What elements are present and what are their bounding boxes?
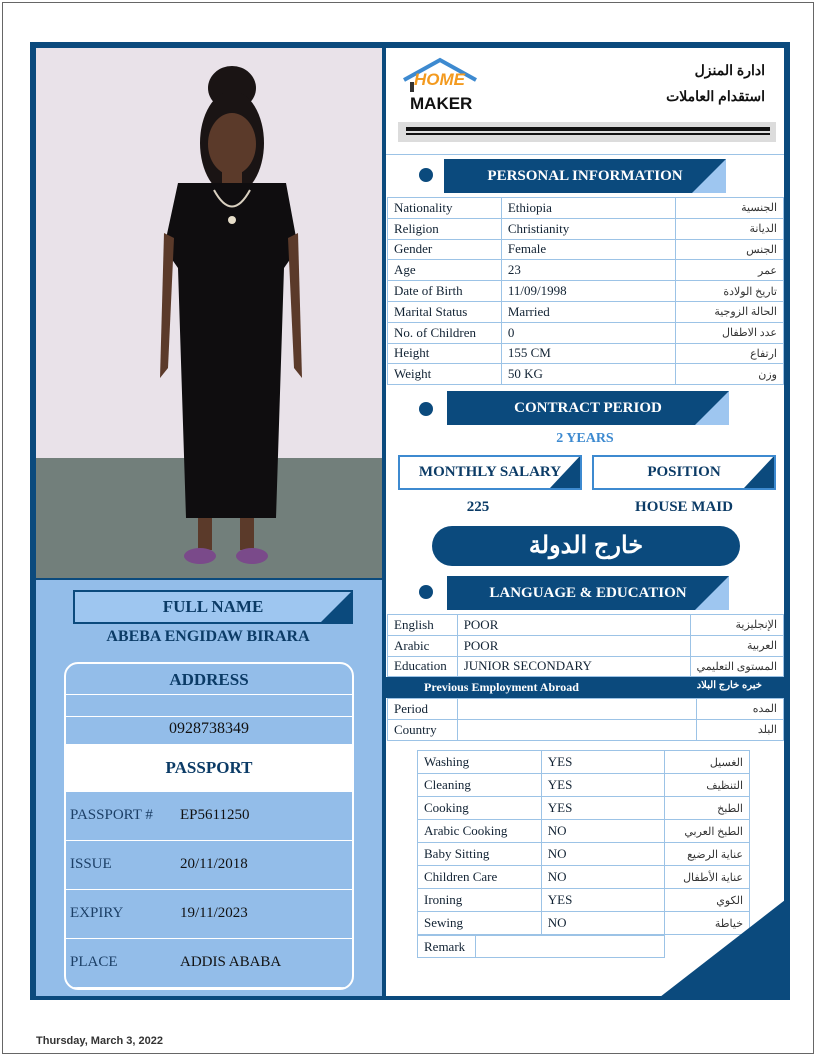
table-row <box>388 635 784 656</box>
row-arabic-label: الغسيل <box>665 751 750 774</box>
logo-arabic-2: استقدام العاملات <box>666 88 765 104</box>
divider <box>66 716 352 717</box>
corner-decoration <box>695 576 729 610</box>
row-label: Country <box>388 719 458 740</box>
position-header <box>592 455 776 490</box>
passport-row-value: ADDIS ABABA <box>180 954 282 970</box>
row-arabic-label: خياطة <box>665 912 750 935</box>
row-value: POOR <box>457 635 690 656</box>
row-value: JUNIOR SECONDARY <box>457 656 690 677</box>
row-label: No. of Children <box>388 322 502 343</box>
row-value: NO <box>541 866 664 889</box>
row-label: Arabic Cooking <box>418 820 542 843</box>
row-arabic-label: العربية <box>690 635 783 656</box>
table-row <box>388 218 784 239</box>
row-arabic-label: تاريخ الولادة <box>676 281 784 302</box>
language-title: LANGUAGE & EDUCATION <box>489 585 687 601</box>
passport-row-value: 19/11/2023 <box>180 905 248 921</box>
phone-number: 0928738349 <box>169 720 249 737</box>
row-value: 11/09/1998 <box>501 281 675 302</box>
passport-row-value: EP5611250 <box>180 807 250 823</box>
row-value: 0 <box>501 322 675 343</box>
personal-info-table <box>387 197 784 385</box>
row-label: English <box>388 615 458 636</box>
row-label: Date of Birth <box>388 281 502 302</box>
corner-decoration <box>321 592 351 622</box>
row-value <box>457 699 696 720</box>
table-row <box>418 866 750 889</box>
table-row <box>388 260 784 281</box>
row-arabic-label: الجنس <box>676 239 784 260</box>
row-value: Ethiopia <box>501 198 675 219</box>
row-value: YES <box>541 774 664 797</box>
abroad-banner: خارج الدولة <box>432 526 740 566</box>
row-arabic-label: التنظيف <box>665 774 750 797</box>
row-arabic-label: عناية الأطفال <box>665 866 750 889</box>
row-arabic-label: وزن <box>676 364 784 385</box>
row-value: NO <box>541 820 664 843</box>
contract-header <box>447 391 729 425</box>
passport-row-value: 20/11/2018 <box>180 856 248 872</box>
contract-period-value: 2 YEARS <box>556 431 614 446</box>
row-arabic-label: المده <box>697 699 784 720</box>
employment-table <box>387 698 784 741</box>
row-label: Ironing <box>418 889 542 912</box>
row-arabic-label: ارتفاع <box>676 343 784 364</box>
row-arabic-label: عمر <box>676 260 784 281</box>
divider <box>66 694 352 695</box>
full-name-header <box>73 590 353 624</box>
row-value: 50 KG <box>501 364 675 385</box>
logo-home: HOME <box>414 70 465 89</box>
employment-header <box>386 677 784 698</box>
corner-decoration <box>695 391 729 425</box>
row-value: 155 CM <box>501 343 675 364</box>
passport-row-label: PLACE <box>70 954 118 970</box>
corner-triangle-decoration <box>660 900 785 997</box>
passport-row <box>66 939 354 988</box>
row-value: Married <box>501 301 675 322</box>
table-row <box>418 797 750 820</box>
row-arabic-label: عدد الاطفال <box>676 322 784 343</box>
company-logo <box>400 56 480 118</box>
contract-title: CONTRACT PERIOD <box>514 400 662 416</box>
row-value: YES <box>541 797 664 820</box>
row-arabic-label: الديانة <box>676 218 784 239</box>
table-row <box>388 656 784 677</box>
table-row <box>418 843 750 866</box>
language-table <box>387 614 784 677</box>
row-value: POOR <box>457 615 690 636</box>
logo-arabic-1: ادارة المنزل <box>694 62 765 78</box>
passport-header-bg <box>66 744 352 792</box>
candidate-photo <box>36 48 382 578</box>
table-row <box>388 615 784 636</box>
table-row <box>388 281 784 302</box>
row-arabic-label: الجنسية <box>676 198 784 219</box>
logo-underbar <box>398 122 776 142</box>
row-label: Education <box>388 656 458 677</box>
passport-row <box>66 841 354 890</box>
row-label: Marital Status <box>388 301 502 322</box>
remark-row <box>417 935 665 958</box>
row-value: YES <box>541 889 664 912</box>
row-label: Washing <box>418 751 542 774</box>
monthly-salary-header <box>398 455 582 490</box>
person-silhouette <box>36 48 382 578</box>
corner-decoration <box>744 456 774 488</box>
position-value: HOUSE MAID <box>635 499 733 515</box>
row-value: 23 <box>501 260 675 281</box>
table-row <box>418 774 750 797</box>
row-arabic-label: عناية الرضيع <box>665 843 750 866</box>
row-value: NO <box>541 843 664 866</box>
row-label: Sewing <box>418 912 542 935</box>
employment-title: Previous Employment Abroad <box>424 680 579 694</box>
bullet-icon <box>419 168 433 182</box>
row-value: YES <box>541 751 664 774</box>
table-row <box>388 239 784 260</box>
row-arabic-label: الحالة الزوجية <box>676 301 784 322</box>
table-row <box>418 751 750 774</box>
row-label: Arabic <box>388 635 458 656</box>
row-label: Cooking <box>418 797 542 820</box>
address-label: ADDRESS <box>169 670 249 689</box>
row-label: Children Care <box>418 866 542 889</box>
remark-label: Remark <box>424 939 466 954</box>
row-value: Female <box>501 239 675 260</box>
row-label: Period <box>388 699 458 720</box>
row-label: Height <box>388 343 502 364</box>
employment-arabic-title: خبره خارج البلاد <box>696 680 762 691</box>
footer-date: Thursday, March 3, 2022 <box>36 1035 163 1047</box>
table-row <box>388 343 784 364</box>
table-row <box>418 820 750 843</box>
monthly-salary-label: MONTHLY SALARY <box>418 464 562 480</box>
table-row <box>388 699 784 720</box>
personal-info-title: PERSONAL INFORMATION <box>487 168 683 184</box>
row-value <box>457 719 696 740</box>
passport-label: PASSPORT <box>165 758 253 777</box>
corner-decoration <box>550 456 580 488</box>
row-label: Age <box>388 260 502 281</box>
divider <box>386 154 784 155</box>
passport-row <box>66 890 354 939</box>
row-label: Nationality <box>388 198 502 219</box>
full-name-value: ABEBA ENGIDAW BIRARA <box>106 628 310 645</box>
row-value: NO <box>541 912 664 935</box>
position-label: POSITION <box>647 464 721 480</box>
row-arabic-label: البلد <box>697 719 784 740</box>
row-label: Cleaning <box>418 774 542 797</box>
table-row <box>388 322 784 343</box>
corner-decoration <box>692 159 726 193</box>
row-value: Christianity <box>501 218 675 239</box>
full-name-label: FULL NAME <box>162 597 264 616</box>
row-label: Gender <box>388 239 502 260</box>
passport-row-label: EXPIRY <box>70 905 124 921</box>
row-label: Weight <box>388 364 502 385</box>
row-label: Religion <box>388 218 502 239</box>
row-arabic-label: الكوي <box>665 889 750 912</box>
logo-maker: MAKER <box>410 94 473 113</box>
row-arabic-label: الطبخ العربي <box>665 820 750 843</box>
personal-info-header <box>444 159 726 193</box>
row-label: Baby Sitting <box>418 843 542 866</box>
bullet-icon <box>419 585 433 599</box>
table-row <box>388 364 784 385</box>
monthly-salary-value: 225 <box>466 499 490 515</box>
table-row <box>388 198 784 219</box>
address-card <box>64 662 354 990</box>
passport-row-label: PASSPORT # <box>70 807 153 823</box>
table-row <box>388 719 784 740</box>
table-row <box>388 301 784 322</box>
passport-row-label: ISSUE <box>70 856 112 872</box>
bullet-icon <box>419 402 433 416</box>
row-arabic-label: الإنجليزية <box>690 615 783 636</box>
row-arabic-label: الطبخ <box>665 797 750 820</box>
language-header <box>447 576 729 610</box>
passport-row <box>66 792 354 841</box>
row-arabic-label: المستوى التعليمي <box>690 656 783 677</box>
